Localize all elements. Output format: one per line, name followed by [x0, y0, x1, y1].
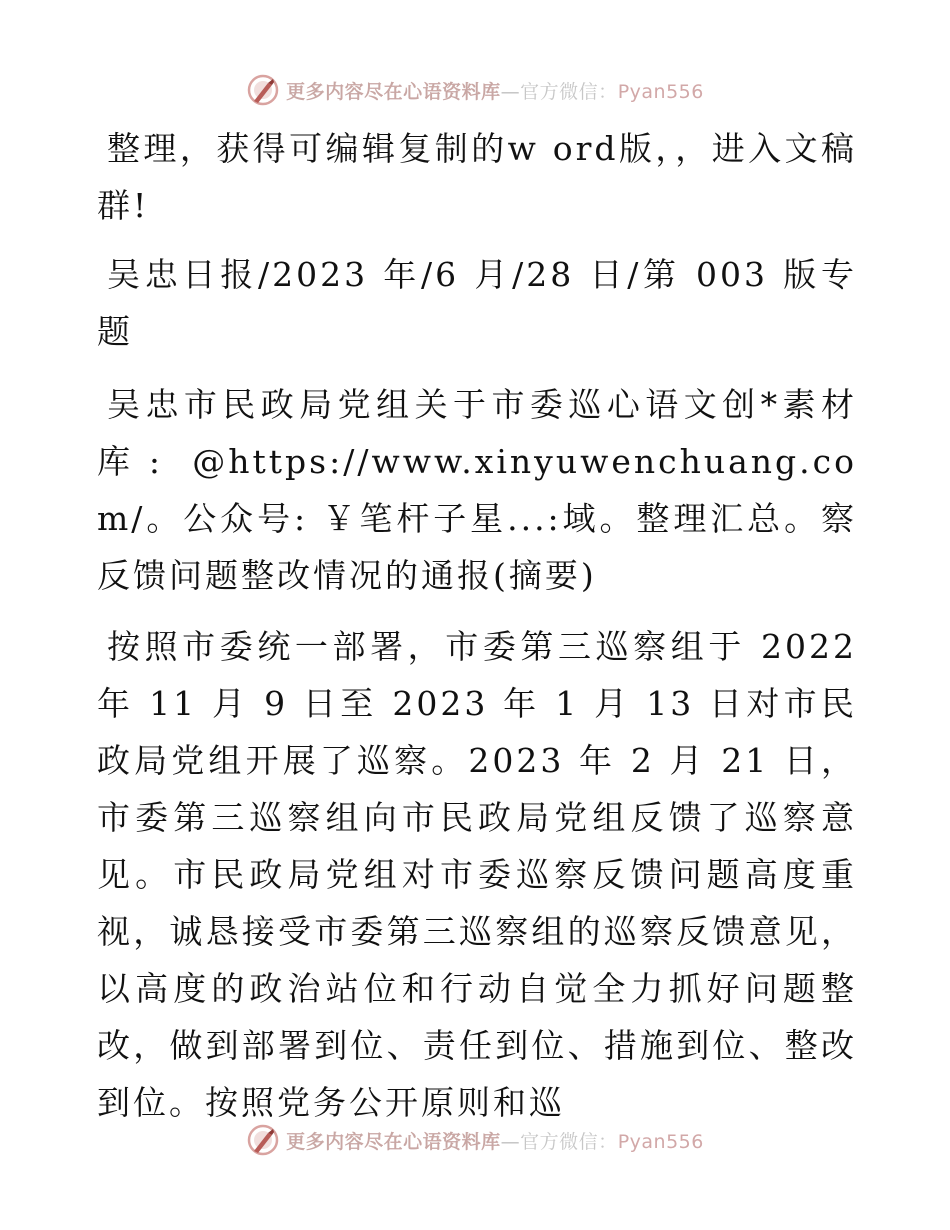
watermark-text: [286, 1127, 704, 1154]
watermark-wechat-id: Pyan556: [617, 1130, 704, 1153]
watermark-brand: 更多内容尽在心语资料库: [286, 1130, 501, 1153]
watermark-separator: —: [500, 80, 521, 103]
footer-watermark: [0, 1118, 950, 1162]
document-body: [97, 120, 857, 1141]
watermark-separator: —: [500, 1130, 521, 1153]
watermark-wechat-id: Pyan556: [617, 80, 704, 103]
watermark-wechat-label: 官方微信：: [520, 80, 618, 103]
watermark-text: [286, 77, 704, 104]
header-watermark: [0, 68, 950, 112]
paragraph-title: 吴忠市民政局党组关于市委巡心语文创*素材库: @https://www.xinyuwenchuang.com/。公众号: ￥笔杆子星...:域。整理汇总。察反馈问题整改情况的通报(摘要): [97, 385, 857, 595]
watermark-brand: 更多内容尽在心语资料库: [286, 80, 501, 103]
paragraph-intro: 整理，获得可编辑复制的w ord版，，进入文稿群!: [97, 129, 857, 225]
paragraph-body: 按照市委统一部署，市委第三巡察组于 2022 年 11 月 9 日至 2023 年 1 月 13 日对市民政局党组开展了巡察。2023 年 2 月 21 日，市委第三巡察组向市民政局党组反馈了巡察意见。市民政局党组对市委巡察反馈问题高度重视，诚恳接受市委第三巡察组的巡察反馈意见，以高度的政治站位和行动自觉全力抓好问题整改，做到部署到位、责任到位、措施到位、整改到位。按照党务公开原则和巡: [97, 627, 857, 1122]
quill-pen-logo-icon: [246, 1123, 280, 1157]
watermark-wechat-label: 官方微信：: [520, 1130, 618, 1153]
quill-pen-logo-icon: [246, 73, 280, 107]
paragraph-source: 吴忠日报/2023 年/6 月/28 日/第 003 版专题: [97, 255, 857, 351]
